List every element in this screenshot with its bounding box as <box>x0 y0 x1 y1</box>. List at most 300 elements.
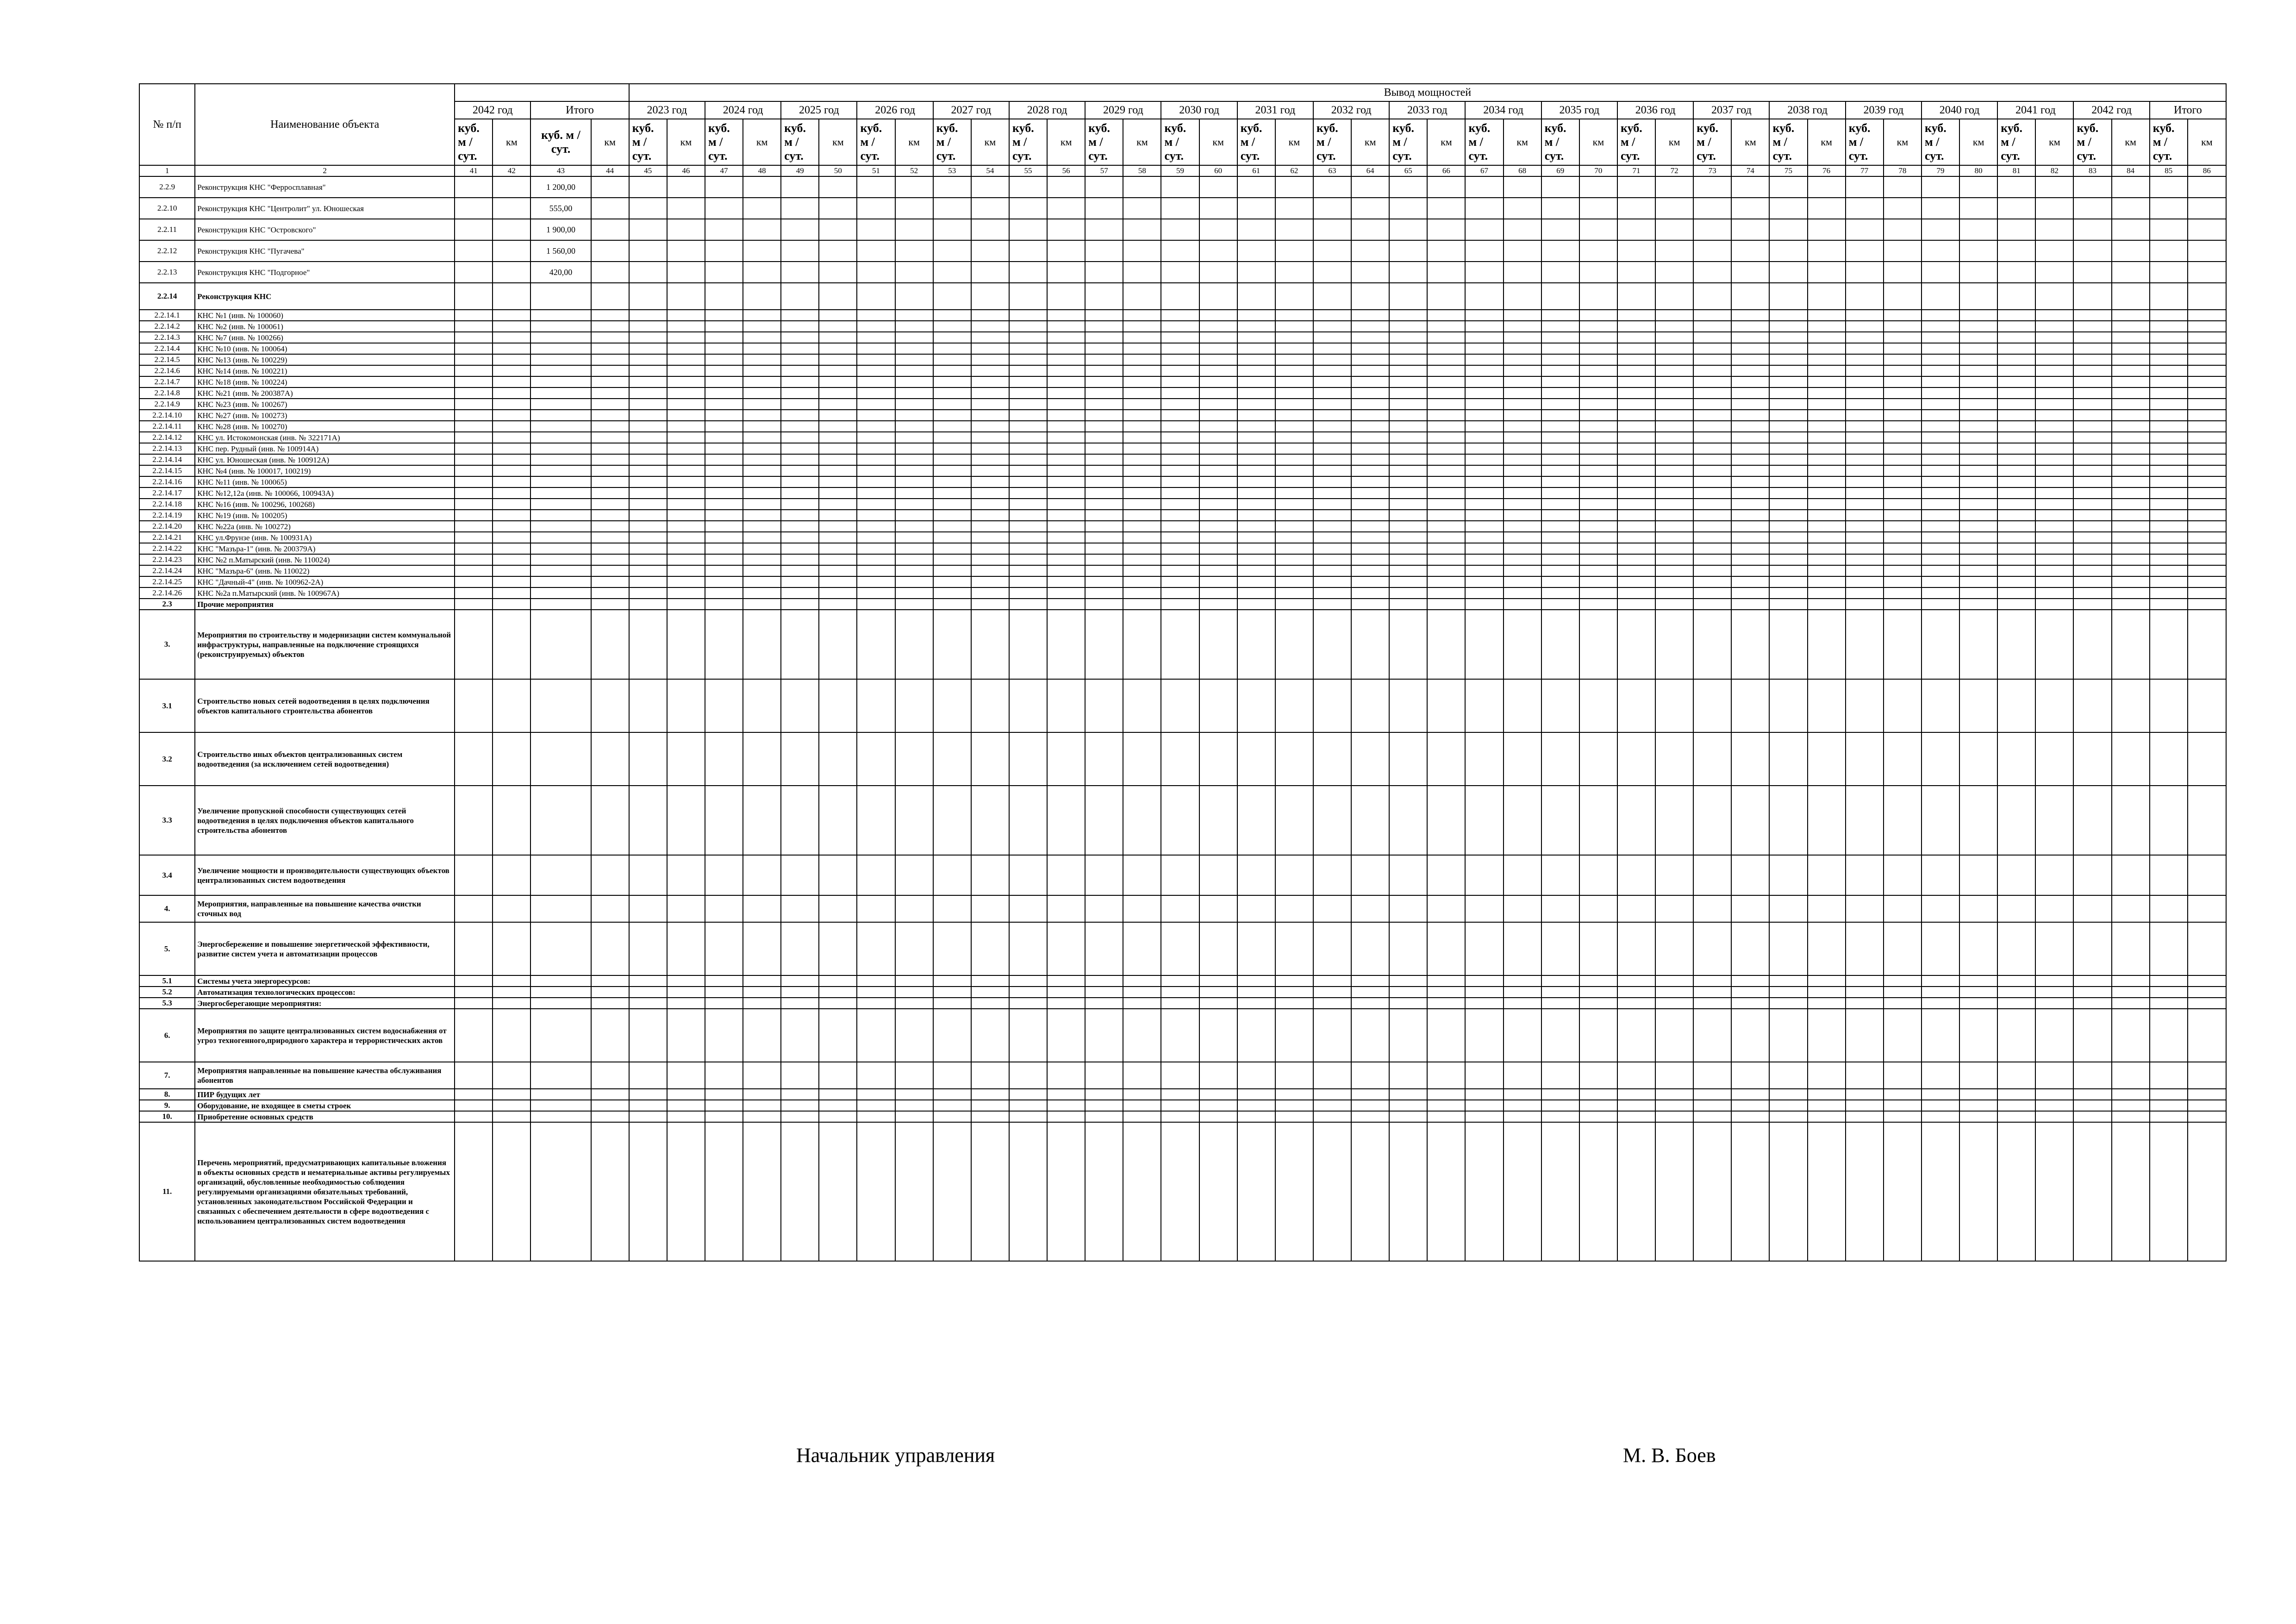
table-row <box>139 176 2226 198</box>
cell-empty <box>1997 786 2035 855</box>
cell-empty <box>1465 543 1503 554</box>
cell-empty <box>1465 587 1503 599</box>
table-row <box>139 1100 2226 1111</box>
cell-2042-cubic <box>455 510 493 521</box>
cell-total-cubic: 1 560,00 <box>530 240 591 262</box>
cell-empty <box>1579 576 1617 587</box>
cell-empty <box>2112 283 2150 310</box>
cell-empty <box>2112 1122 2150 1261</box>
cell-empty <box>2073 576 2111 587</box>
cell-2042-cubic <box>455 262 493 283</box>
cell-empty <box>2112 679 2150 732</box>
cell-empty <box>1161 343 1199 354</box>
cell-empty <box>1009 410 1047 421</box>
row-number: 2.2.14.1 <box>139 310 195 321</box>
row-object-name: Мероприятия направленные на повышение качества обслуживания абонентов <box>195 1062 455 1089</box>
cell-empty <box>591 587 629 599</box>
cell-empty <box>1123 786 1161 855</box>
cell-empty <box>1617 262 1655 283</box>
cell-empty <box>971 975 1009 987</box>
cell-empty <box>857 376 895 387</box>
cell-2042-km <box>493 321 530 332</box>
cell-empty <box>1808 343 1846 354</box>
cell-empty <box>1579 599 1617 610</box>
cell-empty <box>1161 587 1199 599</box>
cell-empty <box>933 975 971 987</box>
cell-empty <box>1655 554 1693 565</box>
cell-empty <box>857 610 895 679</box>
table-row <box>139 454 2226 465</box>
cell-empty <box>1199 922 1237 975</box>
cell-empty <box>1846 310 1884 321</box>
table-row <box>139 432 2226 443</box>
cell-empty <box>743 240 781 262</box>
cell-empty <box>1389 1062 1427 1089</box>
cell-empty <box>2073 387 2111 399</box>
cell-empty <box>1161 1009 1199 1062</box>
cell-empty <box>1465 521 1503 532</box>
cell-empty <box>933 343 971 354</box>
cell-empty <box>1047 476 1085 487</box>
cell-empty <box>1427 732 1465 786</box>
cell-empty <box>2035 376 2073 387</box>
cell-empty <box>781 1122 819 1261</box>
cell-empty <box>895 387 933 399</box>
cell-empty <box>1427 922 1465 975</box>
cell-empty <box>1161 421 1199 432</box>
cell-empty <box>1959 610 1997 679</box>
cell-empty <box>1922 262 1959 283</box>
cell-2042-cubic <box>455 786 493 855</box>
column-number: 50 <box>819 165 857 176</box>
cell-empty <box>1237 487 1275 499</box>
cell-2042-cubic <box>455 176 493 198</box>
cell-empty <box>1997 343 2035 354</box>
cell-empty <box>1655 679 1693 732</box>
cell-empty <box>1427 262 1465 283</box>
cell-empty <box>781 975 819 987</box>
cell-empty <box>819 610 857 679</box>
cell-empty <box>1313 432 1351 443</box>
row-number: 7. <box>139 1062 195 1089</box>
cell-empty <box>705 599 743 610</box>
cell-empty <box>1161 599 1199 610</box>
cell-empty <box>1541 476 1579 487</box>
cell-empty <box>1199 987 1237 998</box>
cell-empty <box>2150 510 2188 521</box>
cell-empty <box>1504 176 1541 198</box>
cell-empty <box>1959 465 1997 476</box>
cell-empty <box>1769 1100 1807 1111</box>
cell-empty <box>2112 1111 2150 1122</box>
cell-empty <box>1009 365 1047 376</box>
cell-empty <box>2112 1100 2150 1111</box>
cell-empty <box>895 587 933 599</box>
cell-empty <box>743 587 781 599</box>
cell-empty <box>1161 998 1199 1009</box>
cell-empty <box>1769 855 1807 895</box>
cell-empty <box>705 454 743 465</box>
cell-empty <box>895 554 933 565</box>
cell-empty <box>1009 786 1047 855</box>
cell-empty <box>1808 855 1846 895</box>
cell-empty <box>1237 599 1275 610</box>
header-group-year: 2035 год <box>1541 101 1617 119</box>
cell-empty <box>667 1111 705 1122</box>
cell-empty <box>857 487 895 499</box>
cell-empty <box>1655 421 1693 432</box>
cell-empty <box>1504 532 1541 543</box>
cell-empty <box>2112 465 2150 476</box>
cell-empty <box>857 1009 895 1062</box>
cell-empty <box>1237 399 1275 410</box>
cell-empty <box>1504 354 1541 365</box>
column-number: 84 <box>2112 165 2150 176</box>
row-number: 2.2.14.14 <box>139 454 195 465</box>
cell-empty <box>705 283 743 310</box>
cell-empty <box>1047 376 1085 387</box>
cell-empty <box>1237 354 1275 365</box>
cell-empty <box>1655 587 1693 599</box>
cell-empty <box>1047 499 1085 510</box>
cell-empty <box>1769 587 1807 599</box>
cell-empty <box>1579 1062 1617 1089</box>
cell-empty <box>1731 786 1769 855</box>
cell-empty <box>2073 1009 2111 1062</box>
header-output-title: Вывод мощностей <box>629 84 2226 101</box>
row-number: 2.2.14.17 <box>139 487 195 499</box>
column-number: 62 <box>1275 165 1313 176</box>
cell-empty <box>1351 476 1389 487</box>
cell-empty <box>1922 987 1959 998</box>
cell-empty <box>1275 176 1313 198</box>
cell-empty <box>1846 262 1884 283</box>
cell-empty <box>1275 198 1313 219</box>
cell-empty <box>1959 240 1997 262</box>
cell-empty <box>2035 610 2073 679</box>
cell-empty <box>1123 855 1161 895</box>
cell-total-cubic <box>530 855 591 895</box>
cell-empty <box>1617 975 1655 987</box>
cell-empty <box>1313 855 1351 895</box>
cell-empty <box>1504 499 1541 510</box>
cell-empty <box>1313 1062 1351 1089</box>
cell-empty <box>1504 376 1541 387</box>
cell-empty <box>857 219 895 240</box>
cell-empty <box>1465 786 1503 855</box>
column-number: 58 <box>1123 165 1161 176</box>
cell-empty <box>933 476 971 487</box>
cell-empty <box>2112 476 2150 487</box>
cell-2042-km <box>493 554 530 565</box>
cell-empty <box>1997 599 2035 610</box>
cell-empty <box>895 310 933 321</box>
column-number: 51 <box>857 165 895 176</box>
header-unit-cubic: куб. м / сут. <box>1922 119 1959 165</box>
cell-empty <box>1884 998 1922 1009</box>
cell-empty <box>1161 895 1199 922</box>
cell-empty <box>1465 1009 1503 1062</box>
cell-empty <box>1009 1111 1047 1122</box>
cell-empty <box>1997 176 2035 198</box>
cell-empty <box>1237 465 1275 476</box>
header-group-left: Итого <box>530 101 629 119</box>
cell-empty <box>1922 576 1959 587</box>
cell-empty <box>1504 399 1541 410</box>
cell-empty <box>781 283 819 310</box>
cell-empty <box>743 443 781 454</box>
cell-empty <box>1617 399 1655 410</box>
cell-empty <box>629 365 667 376</box>
cell-empty <box>1808 987 1846 998</box>
cell-empty <box>895 499 933 510</box>
cell-empty <box>971 432 1009 443</box>
row-object-name: КНС №13 (инв. № 100229) <box>195 354 455 365</box>
cell-empty <box>1123 599 1161 610</box>
cell-empty <box>2035 521 2073 532</box>
cell-2042-km <box>493 432 530 443</box>
table-row <box>139 399 2226 410</box>
cell-empty <box>1617 510 1655 521</box>
cell-empty <box>591 476 629 487</box>
header-unit-cubic: куб. м / сут. <box>1313 119 1351 165</box>
cell-empty <box>2188 922 2226 975</box>
cell-empty <box>629 343 667 354</box>
cell-empty <box>1922 895 1959 922</box>
cell-empty <box>1769 443 1807 454</box>
cell-empty <box>1275 410 1313 421</box>
cell-empty <box>667 610 705 679</box>
cell-empty <box>591 1122 629 1261</box>
cell-empty <box>743 454 781 465</box>
cell-empty <box>1579 1111 1617 1122</box>
cell-empty <box>1997 922 2035 975</box>
cell-empty <box>971 219 1009 240</box>
cell-empty <box>895 987 933 998</box>
column-number: 68 <box>1504 165 1541 176</box>
column-number: 45 <box>629 165 667 176</box>
cell-empty <box>1769 922 1807 975</box>
cell-empty <box>819 576 857 587</box>
cell-empty <box>1237 855 1275 895</box>
cell-empty <box>1693 1111 1731 1122</box>
header-group-year: 2040 год <box>1922 101 1997 119</box>
cell-empty <box>1313 576 1351 587</box>
cell-empty <box>1579 410 1617 421</box>
cell-empty <box>1465 387 1503 399</box>
cell-empty <box>1085 987 1123 998</box>
cell-empty <box>1351 262 1389 283</box>
cell-empty <box>1884 599 1922 610</box>
cell-empty <box>1997 1089 2035 1100</box>
cell-empty <box>667 432 705 443</box>
cell-empty <box>1389 387 1427 399</box>
cell-empty <box>1617 732 1655 786</box>
row-object-name: КНС пер. Рудный (инв. № 100914А) <box>195 443 455 454</box>
cell-2042-cubic <box>455 365 493 376</box>
row-number: 2.2.14.7 <box>139 376 195 387</box>
cell-empty <box>1009 487 1047 499</box>
cell-empty <box>1237 454 1275 465</box>
cell-empty <box>1275 895 1313 922</box>
cell-empty <box>2035 565 2073 576</box>
header-unit-cubic: куб. м / сут. <box>1389 119 1427 165</box>
cell-empty <box>1959 998 1997 1009</box>
cell-empty <box>1313 465 1351 476</box>
cell-empty <box>895 443 933 454</box>
cell-empty <box>2035 532 2073 543</box>
cell-empty <box>1123 410 1161 421</box>
cell-empty <box>2188 610 2226 679</box>
cell-empty <box>971 679 1009 732</box>
cell-empty <box>591 599 629 610</box>
cell-empty <box>1313 1100 1351 1111</box>
cell-empty <box>1427 176 1465 198</box>
cell-empty <box>1541 565 1579 576</box>
cell-empty <box>2150 321 2188 332</box>
cell-empty <box>2188 176 2226 198</box>
cell-empty <box>1922 283 1959 310</box>
cell-empty <box>1427 786 1465 855</box>
cell-empty <box>1997 198 2035 219</box>
row-number: 2.2.11 <box>139 219 195 240</box>
cell-total-cubic <box>530 476 591 487</box>
column-number: 67 <box>1465 165 1503 176</box>
cell-empty <box>1047 532 1085 543</box>
cell-empty <box>2150 487 2188 499</box>
cell-empty <box>933 499 971 510</box>
cell-empty <box>667 262 705 283</box>
cell-empty <box>2150 310 2188 321</box>
cell-empty <box>667 679 705 732</box>
header-unit-cubic: куб. м / сут. <box>1997 119 2035 165</box>
cell-empty <box>781 554 819 565</box>
cell-empty <box>857 1111 895 1122</box>
cell-empty <box>1161 499 1199 510</box>
cell-empty <box>1199 399 1237 410</box>
cell-empty <box>1389 998 1427 1009</box>
cell-empty <box>2112 975 2150 987</box>
cell-empty <box>2073 332 2111 343</box>
cell-empty <box>743 399 781 410</box>
cell-empty <box>1655 198 1693 219</box>
cell-empty <box>781 343 819 354</box>
cell-2042-cubic <box>455 554 493 565</box>
cell-empty <box>895 354 933 365</box>
cell-empty <box>1884 587 1922 599</box>
cell-empty <box>1237 922 1275 975</box>
cell-empty <box>2150 219 2188 240</box>
table-row <box>139 1111 2226 1122</box>
cell-empty <box>1161 1089 1199 1100</box>
cell-empty <box>2188 283 2226 310</box>
cell-empty <box>895 176 933 198</box>
cell-empty <box>819 1111 857 1122</box>
cell-empty <box>2112 310 2150 321</box>
cell-empty <box>857 387 895 399</box>
cell-empty <box>1161 543 1199 554</box>
cell-empty <box>1085 198 1123 219</box>
cell-empty <box>1123 399 1161 410</box>
cell-empty <box>743 922 781 975</box>
cell-empty <box>857 365 895 376</box>
cell-empty <box>933 376 971 387</box>
cell-empty <box>1541 240 1579 262</box>
cell-empty <box>1884 476 1922 487</box>
cell-empty <box>1085 1089 1123 1100</box>
cell-2042-cubic <box>455 399 493 410</box>
cell-empty <box>591 1009 629 1062</box>
cell-empty <box>1541 332 1579 343</box>
cell-empty <box>1465 499 1503 510</box>
cell-empty <box>1769 321 1807 332</box>
cell-empty <box>591 310 629 321</box>
cell-empty <box>1313 262 1351 283</box>
cell-empty <box>1731 987 1769 998</box>
cell-empty <box>1541 599 1579 610</box>
column-number: 69 <box>1541 165 1579 176</box>
cell-empty <box>591 454 629 465</box>
cell-empty <box>1123 332 1161 343</box>
cell-2042-km <box>493 987 530 998</box>
cell-empty <box>1237 332 1275 343</box>
cell-empty <box>1161 354 1199 365</box>
cell-empty <box>1693 410 1731 421</box>
cell-empty <box>857 176 895 198</box>
cell-empty <box>2150 554 2188 565</box>
cell-empty <box>1884 432 1922 443</box>
cell-empty <box>1579 240 1617 262</box>
cell-empty <box>743 365 781 376</box>
cell-empty <box>1579 1122 1617 1261</box>
cell-empty <box>1275 1009 1313 1062</box>
header-unit-km: км <box>2035 119 2073 165</box>
cell-empty <box>1846 198 1884 219</box>
cell-empty <box>1541 387 1579 399</box>
header-unit-cubic: куб. м / сут. <box>1769 119 1807 165</box>
cell-empty <box>1808 1122 1846 1261</box>
cell-empty <box>1504 1100 1541 1111</box>
cell-empty <box>705 922 743 975</box>
cell-empty <box>591 332 629 343</box>
cell-empty <box>895 855 933 895</box>
cell-empty <box>971 283 1009 310</box>
cell-empty <box>2073 321 2111 332</box>
cell-empty <box>1846 1100 1884 1111</box>
cell-empty <box>2035 321 2073 332</box>
cell-empty <box>1693 376 1731 387</box>
table-row <box>139 554 2226 565</box>
cell-empty <box>2035 1089 2073 1100</box>
cell-empty <box>1997 1062 2035 1089</box>
cell-2042-cubic <box>455 855 493 895</box>
cell-empty <box>1237 310 1275 321</box>
cell-total-cubic <box>530 576 591 587</box>
cell-empty <box>743 975 781 987</box>
cell-total-cubic <box>530 1089 591 1100</box>
cell-empty <box>1085 732 1123 786</box>
cell-empty <box>2073 1089 2111 1100</box>
cell-empty <box>743 554 781 565</box>
row-object-name: КНС №2 п.Матырский (инв. № 110024) <box>195 554 455 565</box>
cell-empty <box>1504 599 1541 610</box>
cell-empty <box>2073 987 2111 998</box>
cell-empty <box>1769 1122 1807 1261</box>
cell-empty <box>1884 532 1922 543</box>
cell-empty <box>1313 198 1351 219</box>
cell-empty <box>857 510 895 521</box>
cell-empty <box>1693 732 1731 786</box>
